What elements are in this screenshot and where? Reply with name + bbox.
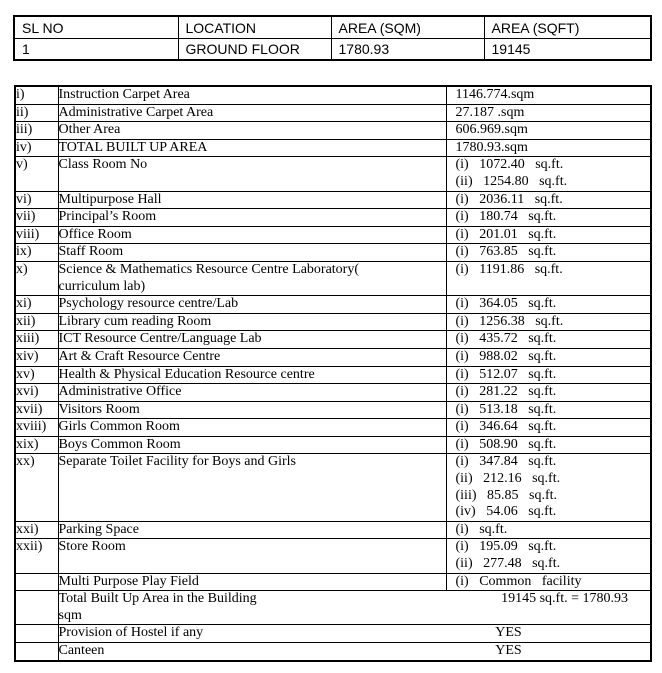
row-number-cell: iv) xyxy=(15,139,58,157)
detail-row xyxy=(15,591,651,625)
row-number-cell: vii) xyxy=(15,209,58,227)
row-label-cell xyxy=(58,419,446,437)
row-label-cell xyxy=(58,104,446,122)
detail-row xyxy=(15,261,651,295)
summary-data-row xyxy=(14,39,651,61)
row-number-cell xyxy=(15,625,58,643)
value-line: (i) 513.18 sq.ft. xyxy=(455,401,557,417)
row-number-cell: xiv) xyxy=(15,348,58,366)
value-line: 606.969.sqm xyxy=(455,122,528,138)
label-line: sqm xyxy=(58,607,82,623)
row-value-cell xyxy=(446,86,651,104)
value-line: (ii) 212.16 sq.ft. xyxy=(455,471,561,487)
detail-row xyxy=(15,191,651,209)
value-line: (i) sq.ft. xyxy=(455,521,508,537)
detail-row xyxy=(15,401,651,419)
row-value-cell xyxy=(446,157,651,191)
detail-row xyxy=(15,244,651,262)
label-text: Multi Purpose Play Field xyxy=(58,573,199,589)
label-text: TOTAL BUILT UP AREA xyxy=(58,139,208,155)
row-number-cell: iii) xyxy=(15,122,58,140)
label-text: Principal’s Room xyxy=(58,209,157,225)
value-line: (i) 763.85 sq.ft. xyxy=(455,244,557,260)
value-line: (i) 1191.86 sq.ft. xyxy=(455,261,563,277)
row-value-cell xyxy=(446,122,651,140)
row-number-cell: x) xyxy=(15,261,58,295)
row-number-cell xyxy=(15,591,58,625)
detail-row xyxy=(15,296,651,314)
value-line: (i) 508.90 sq.ft. xyxy=(455,436,557,452)
detail-row xyxy=(15,139,651,157)
row-number-cell: xviii) xyxy=(15,419,58,437)
detail-row xyxy=(15,122,651,140)
detail-row xyxy=(15,573,651,591)
merged-value: YES xyxy=(495,625,522,641)
value-line: (iv) 54.06 sq.ft. xyxy=(455,504,557,520)
value-line: (i) 180.74 sq.ft. xyxy=(455,209,557,225)
value-line: (iii) 85.85 sq.ft. xyxy=(455,487,557,503)
row-number-cell: ix) xyxy=(15,244,58,262)
row-label-cell xyxy=(58,296,446,314)
row-label-cell xyxy=(58,191,446,209)
detail-row xyxy=(15,419,651,437)
label-text: Multipurpose Hall xyxy=(58,191,162,207)
label-text: Canteen xyxy=(58,643,105,658)
row-value-cell xyxy=(446,539,651,573)
value-line: 1146.774.sqm xyxy=(455,87,535,102)
label-text: Office Room xyxy=(58,226,132,242)
label-text: Visitors Room xyxy=(58,401,140,417)
label-text: Class Room No xyxy=(58,157,148,173)
summary-cell: 1780.93 xyxy=(331,39,484,61)
row-label-cell xyxy=(58,157,446,191)
row-number-cell: xii) xyxy=(15,313,58,331)
label-text: Administrative Carpet Area xyxy=(58,104,214,120)
label-text: Health & Physical Education Resource centre xyxy=(58,366,315,382)
row-label-cell xyxy=(58,573,446,591)
row-value-cell xyxy=(446,244,651,262)
detail-row xyxy=(15,209,651,227)
row-number-cell: xv) xyxy=(15,366,58,384)
label-text: Provision of Hostel if any xyxy=(58,625,204,641)
summary-table xyxy=(13,15,652,61)
detail-row xyxy=(15,104,651,122)
row-label-cell xyxy=(58,348,446,366)
detail-row xyxy=(15,86,651,104)
label-text: Boys Common Room xyxy=(58,436,181,452)
value-line: (i) Common facility xyxy=(455,573,582,589)
row-value-cell xyxy=(446,454,651,521)
row-value-cell xyxy=(446,296,651,314)
summary-header-cell: LOCATION xyxy=(178,16,331,39)
row-label-cell xyxy=(58,521,446,539)
value-line: 1780.93.sqm xyxy=(455,139,528,155)
row-label-cell xyxy=(58,139,446,157)
merged-value: YES xyxy=(495,643,522,658)
label-text: Store Room xyxy=(58,539,126,555)
value-line: (i) 512.07 sq.ft. xyxy=(455,366,557,382)
row-value-cell xyxy=(446,331,651,349)
row-number-cell: xx) xyxy=(15,454,58,521)
row-label-cell xyxy=(58,625,651,643)
row-label-cell xyxy=(58,401,446,419)
row-number-cell xyxy=(15,573,58,591)
detail-row xyxy=(15,436,651,454)
label-text: Separate Toilet Facility for Boys and Girls xyxy=(58,454,296,470)
detail-row xyxy=(15,625,651,643)
summary-cell: 1 xyxy=(14,39,178,61)
row-label-cell xyxy=(58,209,446,227)
row-label-cell xyxy=(58,313,446,331)
row-number-cell: vi) xyxy=(15,191,58,209)
row-number-cell: xvii) xyxy=(15,401,58,419)
detail-row xyxy=(15,157,651,191)
row-label-cell xyxy=(58,244,446,262)
value-line: (i) 347.84 sq.ft. xyxy=(455,454,557,470)
row-label-cell xyxy=(58,454,446,521)
row-number-cell: v) xyxy=(15,157,58,191)
row-value-cell xyxy=(446,521,651,539)
row-label-cell xyxy=(58,86,446,104)
row-number-cell: xi) xyxy=(15,296,58,314)
row-value-cell xyxy=(446,139,651,157)
summary-header-row xyxy=(14,16,651,39)
value-line: (i) 201.01 sq.ft. xyxy=(455,226,557,242)
detail-row xyxy=(15,539,651,573)
detail-row xyxy=(15,454,651,521)
summary-header-cell: SL NO xyxy=(14,16,178,39)
value-line: (i) 1072.40 sq.ft. xyxy=(455,157,564,173)
row-number-cell: viii) xyxy=(15,226,58,244)
detail-row xyxy=(15,331,651,349)
merged-value: 19145 sq.ft. = 1780.93 xyxy=(501,591,628,607)
row-value-cell xyxy=(446,191,651,209)
row-label-cell xyxy=(58,436,446,454)
row-label-cell xyxy=(58,261,446,295)
row-number-cell: xxi) xyxy=(15,521,58,539)
label-text: Library cum reading Room xyxy=(58,313,212,329)
row-label-cell xyxy=(58,591,651,625)
label-text: Administrative Office xyxy=(58,384,182,400)
row-number-cell: ii) xyxy=(15,104,58,122)
label-text: Girls Common Room xyxy=(58,419,180,435)
value-line: 27.187 .sqm xyxy=(455,104,525,120)
row-label-cell xyxy=(58,643,651,661)
row-value-cell xyxy=(446,366,651,384)
label-text: ICT Resource Centre/Language Lab xyxy=(58,331,262,347)
value-line: (i) 195.09 sq.ft. xyxy=(455,539,557,555)
row-label-cell xyxy=(58,366,446,384)
row-number-cell: xix) xyxy=(15,436,58,454)
detail-row xyxy=(15,521,651,539)
detail-table xyxy=(14,85,652,662)
row-value-cell xyxy=(446,384,651,402)
summary-cell: GROUND FLOOR xyxy=(178,39,331,61)
value-line: (i) 2036.11 sq.ft. xyxy=(455,191,563,207)
row-label-cell xyxy=(58,226,446,244)
row-label-cell xyxy=(58,331,446,349)
row-number-cell: xvi) xyxy=(15,384,58,402)
value-line: (i) 281.22 sq.ft. xyxy=(455,384,557,400)
value-line: (ii) 1254.80 sq.ft. xyxy=(455,173,568,189)
row-label-cell xyxy=(58,122,446,140)
row-number-cell xyxy=(15,643,58,661)
label-line: Science & Mathematics Resource Centre Laboratory( xyxy=(58,261,359,277)
label-line: curriculum lab) xyxy=(58,278,146,294)
summary-header-cell: AREA (SQM) xyxy=(331,16,484,39)
detail-row xyxy=(15,384,651,402)
detail-row xyxy=(15,226,651,244)
label-text: Instruction Carpet Area xyxy=(58,87,190,102)
label-text: Parking Space xyxy=(58,521,139,537)
detail-row xyxy=(15,313,651,331)
summary-header-cell: AREA (SQFT) xyxy=(484,16,651,39)
detail-row xyxy=(15,366,651,384)
summary-cell: 19145 xyxy=(484,39,651,61)
row-number-cell: i) xyxy=(15,86,58,104)
row-value-cell xyxy=(446,436,651,454)
row-value-cell xyxy=(446,313,651,331)
value-line: (i) 1256.38 sq.ft. xyxy=(455,313,564,329)
value-line: (i) 346.64 sq.ft. xyxy=(455,419,557,435)
label-text: Art & Craft Resource Centre xyxy=(58,348,221,364)
label-text: Staff Room xyxy=(58,244,124,260)
row-value-cell xyxy=(446,401,651,419)
row-label-cell xyxy=(58,384,446,402)
row-number-cell: xiii) xyxy=(15,331,58,349)
row-value-cell xyxy=(446,419,651,437)
row-label-cell xyxy=(58,539,446,573)
detail-row xyxy=(15,643,651,661)
row-value-cell xyxy=(446,226,651,244)
value-line: (i) 364.05 sq.ft. xyxy=(455,296,557,312)
row-number-cell: xxii) xyxy=(15,539,58,573)
label-line: Total Built Up Area in the Building xyxy=(58,591,257,607)
value-line: (ii) 277.48 sq.ft. xyxy=(455,556,561,572)
row-value-cell xyxy=(446,348,651,366)
row-value-cell xyxy=(446,573,651,591)
row-value-cell xyxy=(446,104,651,122)
row-value-cell xyxy=(446,209,651,227)
row-value-cell xyxy=(446,261,651,295)
value-line: (i) 988.02 sq.ft. xyxy=(455,348,557,364)
label-text: Other Area xyxy=(58,122,121,138)
value-line: (i) 435.72 sq.ft. xyxy=(455,331,557,347)
detail-row xyxy=(15,348,651,366)
label-text: Psychology resource centre/Lab xyxy=(58,296,239,312)
